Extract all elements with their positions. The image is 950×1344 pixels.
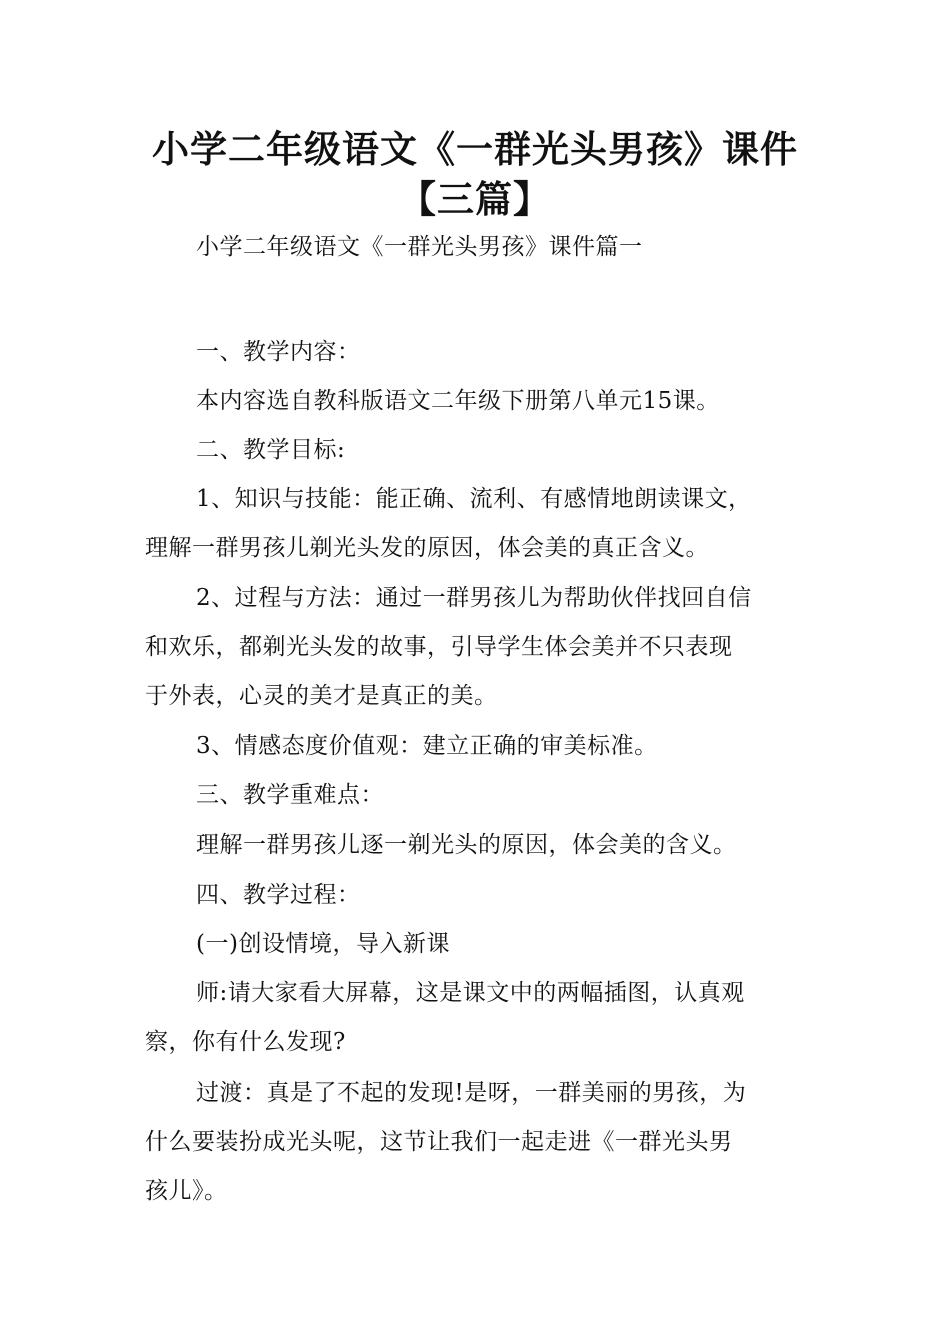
section1-heading-paragraph xyxy=(145,328,810,377)
section1-text: 本内容选自教科版语文二年级下册第八单元15课。 xyxy=(196,388,720,414)
section2-heading: 二、教学目标: xyxy=(196,437,346,463)
transition-line1: 过渡：真是了不起的发现!是呀，一群美丽的男孩，为 xyxy=(196,1080,747,1106)
subtitle: 小学二年级语文《一群光头男孩》课件篇一 xyxy=(196,234,643,260)
step1-heading: (一)创设情境，导入新课 xyxy=(196,931,450,957)
section1-heading: 一、教学内容： xyxy=(196,339,361,365)
section4-heading: 四、教学过程： xyxy=(196,882,361,908)
goal3: 3、情感态度价值观：建立正确的审美标准。 xyxy=(196,733,658,759)
teacher-line2: 察，你有什么发现? xyxy=(145,1029,346,1055)
section3-heading-paragraph xyxy=(145,771,810,820)
goal2-paragraph xyxy=(145,574,810,721)
teacher-paragraph xyxy=(145,969,810,1067)
section3-text: 理解一群男孩儿逐一剃光头的原因，体会美的含义。 xyxy=(196,832,737,858)
section4-heading-paragraph xyxy=(145,871,810,920)
goal2-line3: 于外表，心灵的美才是真正的美。 xyxy=(145,683,498,709)
goal3-paragraph xyxy=(145,722,810,771)
section3-heading: 三、教学重难点： xyxy=(196,782,384,808)
section3-text-paragraph xyxy=(145,821,810,870)
transition-line3: 孩儿》。 xyxy=(145,1178,228,1204)
goal1-line1: 1、知识与技能：能正确、流利、有感情地朗读课文， xyxy=(196,486,752,512)
goal1-line2: 理解一群男孩儿剃光头发的原因，体会美的真正含义。 xyxy=(145,535,709,561)
document-title-line2: 【三篇】 xyxy=(399,178,551,221)
transition-line2: 什么要装扮成光头呢，这节让我们一起走进《一群光头男 xyxy=(145,1129,733,1155)
teacher-line1: 师:请大家看大屏幕，这是课文中的两幅插图，认真观 xyxy=(196,980,745,1006)
subtitle-paragraph xyxy=(145,223,810,272)
transition-paragraph xyxy=(145,1069,810,1216)
goal2-line2: 和欢乐，都剃光头发的故事，引导学生体会美并不只表现 xyxy=(145,634,733,660)
document-title-line1: 小学二年级语文《一群光头男孩》课件 xyxy=(152,128,798,171)
step1-heading-paragraph xyxy=(145,920,810,969)
goal2-line1: 2、过程与方法：通过一群男孩儿为帮助伙伴找回自信 xyxy=(196,585,752,611)
section2-heading-paragraph xyxy=(145,426,810,475)
section1-text-paragraph xyxy=(145,377,810,426)
goal1-paragraph xyxy=(145,475,810,573)
